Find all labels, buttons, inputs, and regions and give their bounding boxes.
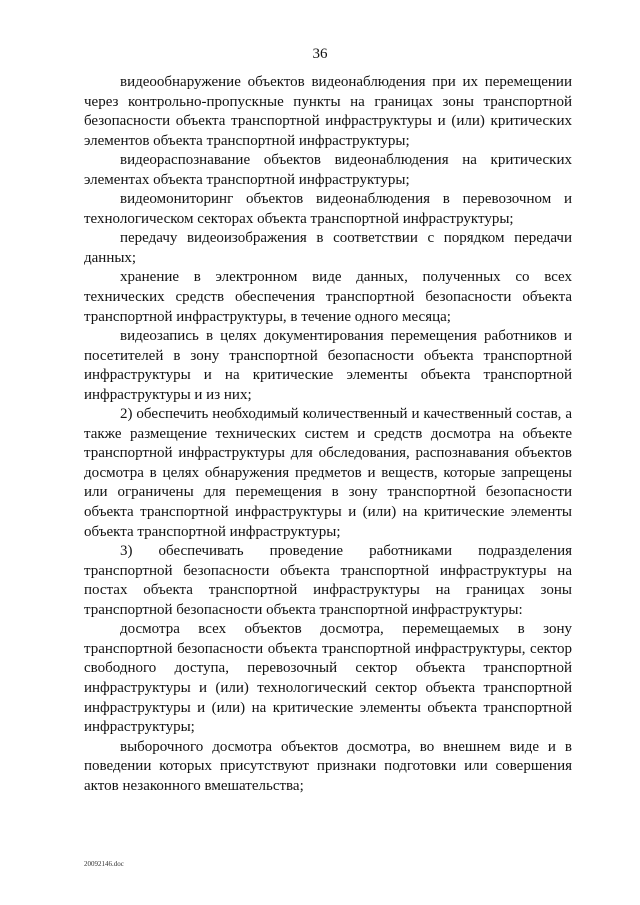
paragraph: выборочного досмотра объектов досмотра, во внешнем виде и в поведении которых присутствуют признаки подготовки или совершения актов незаконного вмешательства;: [84, 738, 572, 794]
body-text: [84, 73, 572, 796]
page-number: 36: [312, 46, 328, 62]
paragraph: видеообнаружение объектов видеонаблюдения при их перемещении через контрольно-пропускные пункты на границах зоны транспортной безопасности объекта транспортной инфраструктуры и (или) критических элементов объекта транспортной инфраструктуры;: [84, 74, 572, 149]
paragraph-item-2: 2) обеспечить необходимый количественный и качественный состав, а также размещение технических систем и средств досмотра на объекте транспортной инфраструктуры для обследования, распознавания объектов досмотра в целях обнаружения предметов и веществ, которые запрещены или ограничены для перемещения в зону транспортной безопасности объекта транспортной инфраструктуры и (или) на критические элементы объекта транспортной инфраструктуры;: [84, 406, 572, 540]
paragraph: видеомониторинг объектов видеонаблюдения в перевозочном и технологическом секторах объекта транспортной инфраструктуры;: [84, 191, 572, 227]
paragraph-item-3: 3) обеспечивать проведение работниками подразделения транспортной безопасности объекта транспортной инфраструктуры на постах объекта транспортной инфраструктуры на границах зоны транспортной безопасности объекта транспортной инфраструктуры:: [84, 543, 572, 618]
paragraph: видеораспознавание объектов видеонаблюдения на критических элементах объекта транспортной инфраструктуры;: [84, 152, 572, 188]
paragraph: досмотра всех объектов досмотра, перемещаемых в зону транспортной безопасности объекта транспортной инфраструктуры, сектор свободного доступа, перевозочный сектор объекта транспортной инфраструктуры и (или) технологический сектор объекта транспортной инфраструктуры и (или) на критические элементы объекта транспортной инфраструктуры;: [84, 621, 572, 736]
paragraph: передачу видеоизображения в соответствии с порядком передачи данных;: [84, 230, 572, 266]
paragraph: хранение в электронном виде данных, полученных со всех технических средств обеспечения транспортной безопасности объекта транспортной инфраструктуры, в течение одного месяца;: [84, 269, 572, 325]
document-code: 20092146.doc: [84, 860, 124, 868]
paragraph: видеозапись в целях документирования перемещения работников и посетителей в зону транспортной безопасности объекта транспортной инфраструктуры и на критические элементы объекта транспортной инфраструктуры и из них;: [84, 328, 572, 403]
